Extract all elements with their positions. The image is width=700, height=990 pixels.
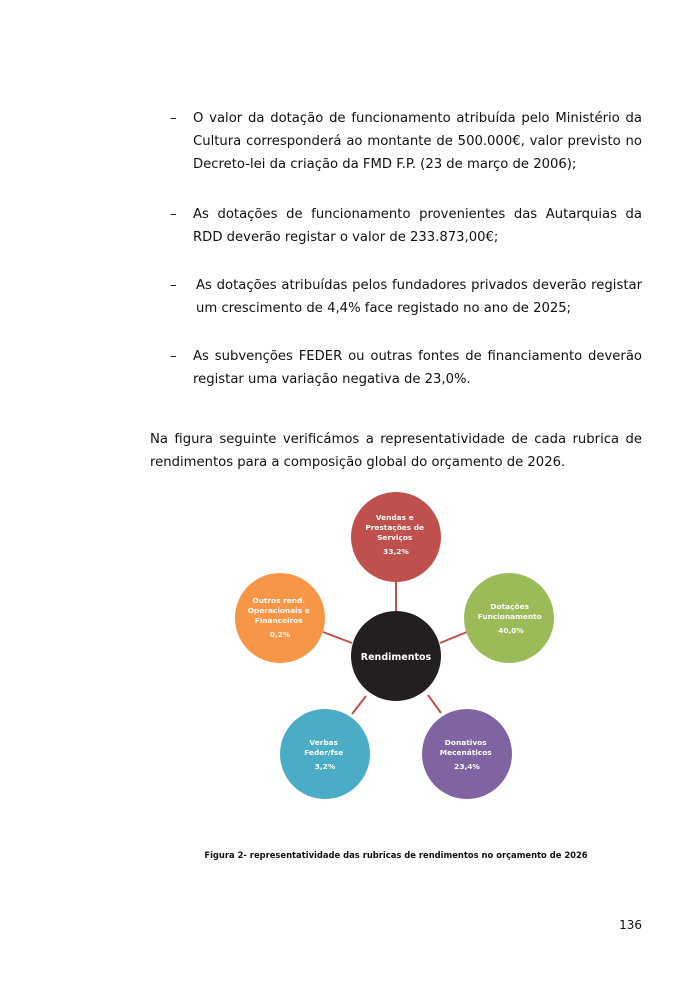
node-vendas-value: 33,2% [383, 547, 409, 556]
node-vendas-line: Serviços [377, 533, 413, 542]
node-verbas-line: Feder/fse [304, 748, 344, 757]
node-donativos [422, 709, 512, 799]
connector-outros [323, 632, 352, 643]
node-donativos-line: Donativos [444, 738, 487, 747]
intro-paragraph: Na figura seguinte verificámos a representatividade de cada rubrica de rendimentos para a composição global do orçamento de 2026. [150, 432, 642, 470]
node-verbas-line: Verbas [309, 738, 339, 747]
page-number: 136 [619, 918, 642, 932]
node-vendas-line: Prestações de [365, 523, 425, 532]
node-verbas [280, 709, 370, 799]
node-dotacoes-line: Dotações [490, 602, 530, 611]
node-vendas [351, 492, 441, 582]
figure-caption: Figura 2- representatividade das rubricas de rendimentos no orçamento de 2026 [204, 850, 588, 860]
node-outros [235, 573, 325, 663]
bullet-dash: – [170, 349, 177, 364]
node-donativos-value: 23,4% [454, 762, 480, 771]
bullet-dash: – [170, 111, 177, 126]
node-dotacoes [464, 573, 554, 663]
node-outros-line: Operacionais e [247, 606, 310, 615]
node-outros-line: Financeiros [254, 616, 303, 625]
bullet-dash: – [170, 278, 177, 293]
connector-dotacoes [440, 632, 467, 643]
bullet-text: As subvenções FEDER ou outras fontes de financiamento deverão registar uma variação negativa de 23,0%. [193, 349, 642, 387]
bullet-text: O valor da dotação de funcionamento atribuída pelo Ministério da Cultura corresponderá ao montante de 500.000€, valor previsto no Decreto-lei da criação da FMD F.P. (23 de março de 2006); [193, 111, 642, 172]
node-outros-value: 0,2% [269, 630, 291, 639]
node-donativos-line: Mecenáticos [439, 748, 492, 757]
connector-verbas [352, 696, 366, 714]
node-dotacoes-value: 40,0% [498, 626, 524, 635]
bullet-text: As dotações de funcionamento provenientes das Autarquias da RDD deverão registar o valor de 233.873,00€; [193, 207, 642, 245]
node-outros-line: Outros rend. [252, 596, 306, 605]
center-label: Rendimentos [360, 652, 432, 663]
bullet-text: As dotações atribuídas pelos fundadores privados deverão registar um crescimento de 4,4% face registado no ano de 2025; [196, 278, 642, 316]
node-verbas-value: 3,2% [314, 762, 336, 771]
node-vendas-line: Vendas e [375, 513, 414, 522]
connector-donativos [428, 695, 441, 713]
node-dotacoes-line: Funcionamento [477, 612, 542, 621]
center-node [351, 611, 441, 701]
bullet-dash: – [170, 207, 177, 222]
